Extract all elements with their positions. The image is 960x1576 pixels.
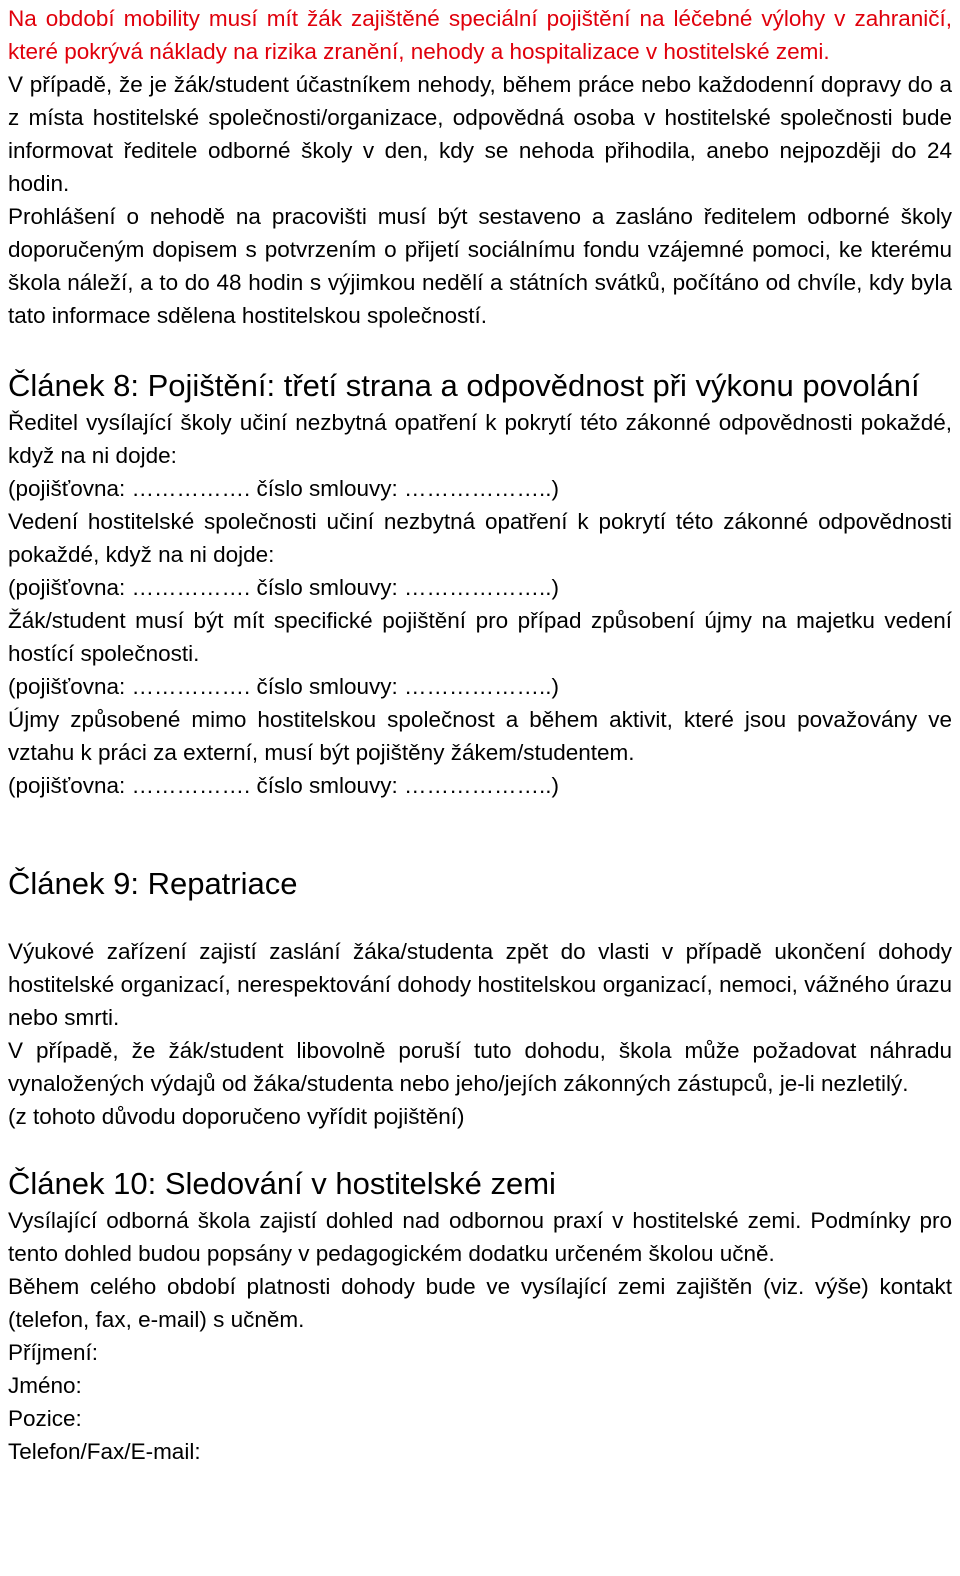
article-9-paragraph-2: V případě, že žák/student libovolně poruší tuto dohodu, škola může požadovat náhradu vynaložených výdajů od žáka/studenta nebo jeho/jejích zákonných zástupců, je-li nezletilý. <box>8 1038 952 1096</box>
article-8-paragraph-4: Újmy způsobené mimo hostitelskou společnost a během aktivit, které jsou považovány ve vztahu k práci za externí, musí být pojištěny žákem/studentem. <box>8 707 952 765</box>
article-9-heading: Článek 9: Repatriace <box>8 866 298 901</box>
article-8-heading: Článek 8: Pojištění: třetí strana a odpovědnost při výkonu povolání <box>8 368 920 403</box>
article-8-insurance-field-2: (pojišťovna: ……………. číslo smlouvy: ………………..) <box>8 575 560 600</box>
article-8-paragraph-2: Vedení hostitelské společnosti učiní nezbytná opatření k pokrytí této zákonné odpovědnosti pokaždé, když na ni dojde: <box>8 509 952 567</box>
article-10-heading: Článek 10: Sledování v hostitelské zemi <box>8 1166 556 1201</box>
article-8-insurance-field-3: (pojišťovna: ……………. číslo smlouvy: ………………..) <box>8 674 560 699</box>
article-8-paragraph-3: Žák/student musí být mít specifické pojištění pro případ způsobení újmy na majetku vedení hostící společnosti. <box>8 608 952 666</box>
article-8-insurance-field-1: (pojišťovna: ……………. číslo smlouvy: ………………..) <box>8 476 560 501</box>
name-field-label: Jméno: <box>8 1373 82 1398</box>
article-10-paragraph-2: Během celého období platnosti dohody bude ve vysílající zemi zajištěn (viz. výše) kontakt (telefon, fax, e-mail) s učněm. <box>8 1274 952 1332</box>
article-8-insurance-field-4: (pojišťovna: ……………. číslo smlouvy: ………………..) <box>8 773 560 798</box>
contact-field-label: Telefon/Fax/E-mail: <box>8 1439 201 1464</box>
intro-accident-paragraph: V případě, že je žák/student účastníkem nehody, během práce nebo každodenní dopravy do a z místa hostitelské společnosti/organizace, odpovědná osoba v hostitelské společnosti bude informovat ředitele odborné školy v den, kdy se nehoda přihodila, anebo nejpozději do 24 hodin. <box>8 72 952 196</box>
article-9-paragraph-1: Výukové zařízení zajistí zaslání žáka/studenta zpět do vlasti v případě ukončení dohody hostitelské organizací, nerespektování dohody hostitelskou organizací, nemoci, vážného úrazu nebo smrti. <box>8 939 952 1030</box>
position-field-label: Pozice: <box>8 1406 82 1431</box>
intro-insurance-paragraph: Na období mobility musí mít žák zajištěné speciální pojištění na léčebné výlohy v zahraničí, které pokrývá náklady na rizika zranění, nehody a hospitalizace v hostitelské zemi. <box>8 6 952 64</box>
article-9-paragraph-3: (z tohoto důvodu doporučeno vyřídit pojištění) <box>8 1104 465 1129</box>
intro-declaration-paragraph: Prohlášení o nehodě na pracovišti musí být sestaveno a zasláno ředitelem odborné školy doporučeným dopisem s potvrzením o přijetí sociálnímu fondu vzájemné pomoci, ke kterému škola náleží, a to do 48 hodin s výjimkou nedělí a státních svátků, počítáno od chvíle, kdy byla tato informace sdělena hostitelskou společností. <box>8 204 952 328</box>
article-8-paragraph-1: Ředitel vysílající školy učiní nezbytná opatření k pokrytí této zákonné odpovědnosti pokaždé, když na ni dojde: <box>8 410 952 468</box>
surname-field-label: Příjmení: <box>8 1340 99 1365</box>
article-10-paragraph-1: Vysílající odborná škola zajistí dohled nad odbornou praxí v hostitelské zemi. Podmínky pro tento dohled budou popsány v pedagogickém dodatku určeném školou učně. <box>8 1208 952 1266</box>
document-page <box>0 2 960 1576</box>
